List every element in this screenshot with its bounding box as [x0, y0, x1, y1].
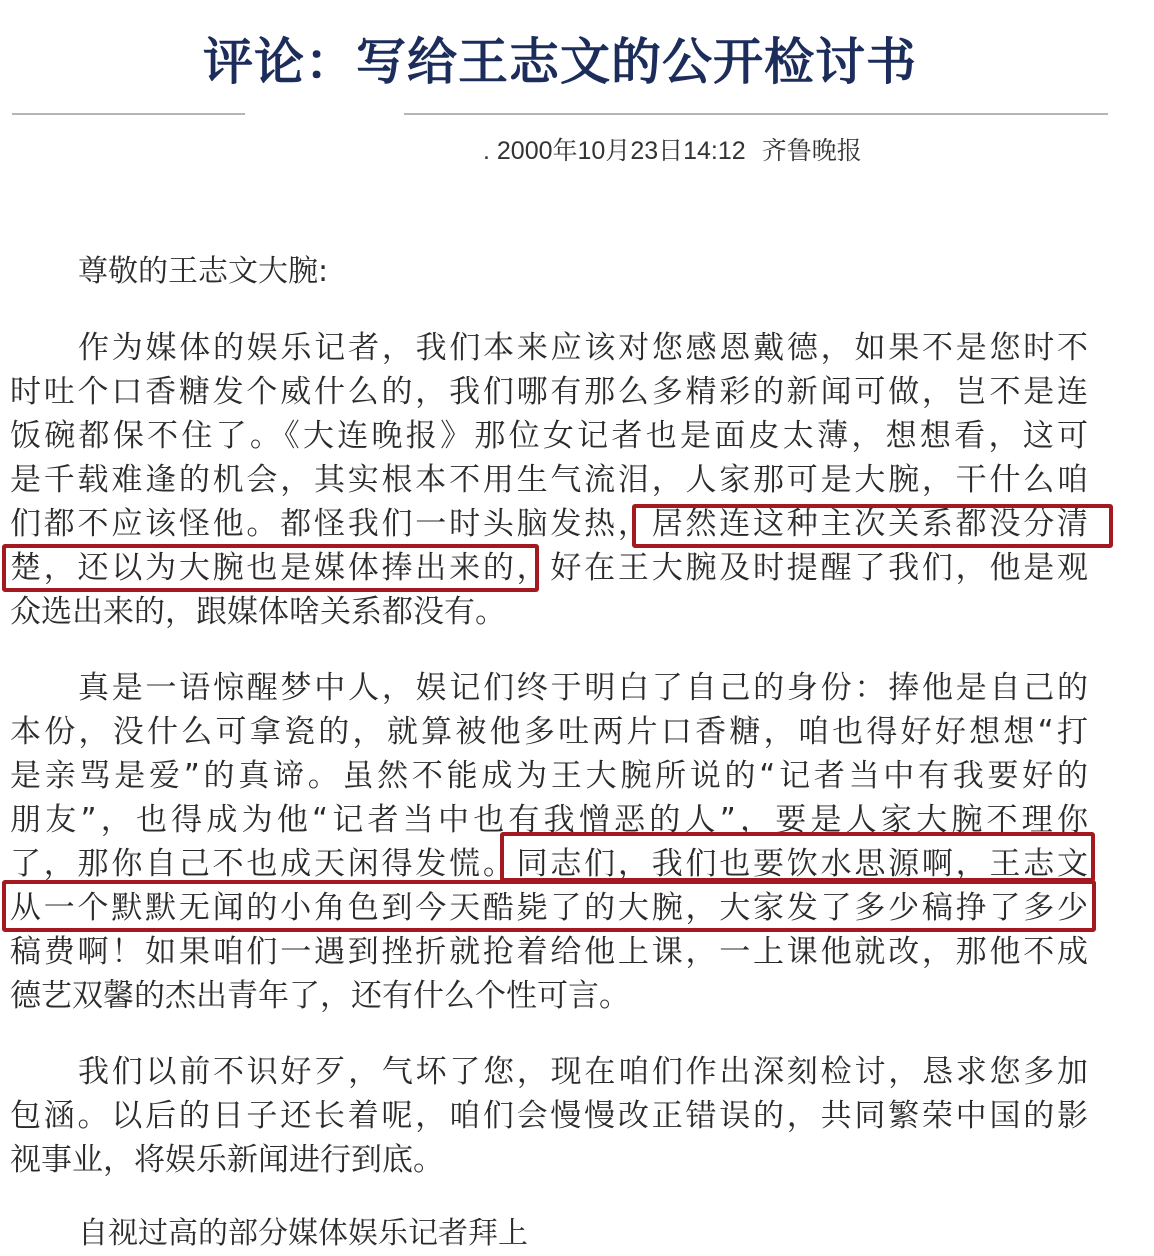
publish-date: . 2000年10月23日14:12	[483, 137, 746, 165]
highlight-box-2a	[500, 832, 1095, 882]
text-line: 本份，没什么可拿瓷的，就算被他多吐两片口香糖，咱也得好好想想“打	[10, 714, 1088, 750]
text-line: 真是一语惊醒梦中人，娱记们终于明白了自己的身份：捧他是自己的	[78, 670, 1088, 706]
text-line: 是亲骂是爱”的真谛。虽然不能成为王大腕所说的“记者当中有我要好的	[10, 758, 1088, 794]
signature: 自视过高的部分媒体娱乐记者拜上	[78, 1216, 528, 1251]
text-line: 了，那你自己不也成天闲得发慌。同志们，我们也要饮水思源啊，王志文	[10, 846, 1088, 882]
paragraph-3	[10, 1050, 1100, 1182]
highlight-box-1a	[632, 504, 1113, 548]
divider-left	[12, 113, 245, 115]
greeting: 尊敬的王志文大腕:	[78, 254, 329, 289]
text-line: 众选出来的，跟媒体啥关系都没有。	[10, 594, 506, 630]
text-line: 是千载难逢的机会，其实根本不用生气流泪，人家那可是大腕，干什么咱	[10, 462, 1088, 498]
article-title: 评论：写给王志文的公开检讨书	[203, 33, 917, 91]
divider-right	[404, 113, 1108, 115]
text-line: 饭碗都保不住了。《大连晚报》那位女记者也是面皮太薄，想想看，这可	[10, 418, 1088, 454]
text-line: 作为媒体的娱乐记者，我们本来应该对您感恩戴德，如果不是您时不	[78, 330, 1088, 366]
text-line: 楚，还以为大腕也是媒体捧出来的，好在王大腕及时提醒了我们，他是观	[10, 550, 1088, 586]
publication-source: 齐鲁晚报	[761, 137, 862, 165]
text-line: 从一个默默无闻的小角色到今天酷毙了的大腕，大家发了多少稿挣了多少	[10, 890, 1088, 926]
text-line: 们都不应该怪他。都怪我们一时头脑发热，居然连这种主次关系都没分清	[10, 506, 1088, 542]
dateline	[483, 134, 862, 168]
text-line: 朋友”，也得成为他“记者当中也有我憎恶的人”，要是人家大腕不理你	[10, 802, 1088, 838]
text-line: 视事业，将娱乐新闻进行到底。	[10, 1142, 444, 1178]
highlight-box-1b	[2, 544, 539, 592]
text-line: 包涵。以后的日子还长着呢，咱们会慢慢改正错误的，共同繁荣中国的影	[10, 1098, 1088, 1134]
text-line: 稿费啊！如果咱们一遇到挫折就抢着给他上课，一上课他就改，那他不成	[10, 934, 1088, 970]
text-line: 我们以前不识好歹，气坏了您，现在咱们作出深刻检讨，恳求您多加	[78, 1054, 1088, 1090]
text-line: 德艺双馨的杰出青年了，还有什么个性可言。	[10, 978, 630, 1014]
highlight-box-2b	[2, 880, 1096, 932]
text-line: 时吐个口香糖发个威什么的，我们哪有那么多精彩的新闻可做，岂不是连	[10, 374, 1088, 410]
